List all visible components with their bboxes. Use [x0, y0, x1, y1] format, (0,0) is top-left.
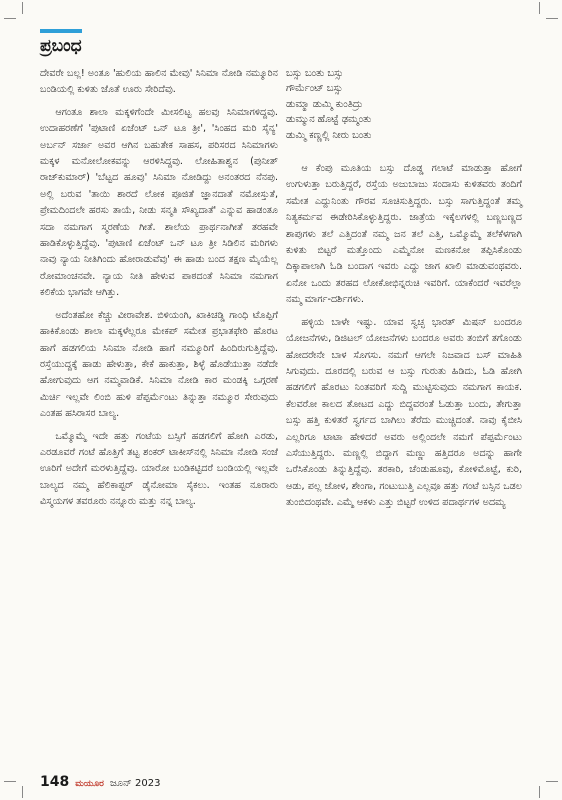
paragraph: ಆ ಕೆಂಪು ಮೂತಿಯ ಬಸ್ಸು ದೊಡ್ಡ ಗಲಾಟೆ ಮಾಡುತ್ತಾ ಹೋಗೆ ಉಗುಳುತ್ತಾ ಬರುತ್ತಿದ್ದರೆ, ರಸ್ತೆಯ ಅಜುಬಾಜು ಸಂದಾಸು ಕುಳಿತವರು ತಂದಿಗೆ ಸಮೇತ ಎದ್ದುನಿಂತು ಗೌರವ ಸೂಚಿಸುತ್ತಿದ್ದರು. ಬಸ್ಸು ಸಾಗುತ್ತಿದ್ದಂತೆ ತಮ್ಮ ನಿತ್ಯಕರ್ಮವ ಈಡೇರಿಸಿಕೊಳ್ಳುತ್ತಿದ್ದರು. ಜಾತ್ರೆಯ ಇಕ್ಕೆಲಗಳಲ್ಲಿ ಬಣ್ಣಬಣ್ಣದ ಶಾಪುಗಳು ತಲೆ ಎತ್ತಿದಂತೆ ನಮ್ಮ ಜನ ತಲೆ ಎತ್ತಿ, ಒಮ್ಮೊಮ್ಮೆ ತಲೆಕೆಳಗಾಗಿ ಕುಳಿತು ಬಿಟ್ಟರೆ ಮತ್ತೊಂದು ಎಮ್ಮೆನೋ ಮಣಕನೋ ತಪ್ಪಿಸಿಕೊಂಡು ದಿಕ್ಕಾಪಾಲಾಗಿ ಓಡಿ ಬಂದಾಗ ಇವರು ಎದ್ದು ಜಾಗ ಖಾಲಿ ಮಾಡುವಂಥವರು. ಏನೋ ಒಂದು ತರಹದ ಲೋಕೋಭಿನ್ನರುಚಿ ಇವರಿಗೆ. ಯಾಕೆಂದರೆ ಇವರೆಲ್ಲಾ ನಮ್ಮ ಮಾರ್ಗ-ದರ್ಶಿಗಳು. [286, 163, 522, 306]
page-number: 148 [40, 774, 70, 790]
poem-line: ಗೌರ್ಮೆಂಟ್ ಬಸ್ಸು [286, 83, 343, 95]
paragraph: ಅದೆಂತಹೋ ಕೆಚ್ಚು ವೀರಾವೇಶ. ಬಿಳಿಯಂಗಿ, ಖಾಕಿಚಡ್ಡಿ ಗಾಂಧಿ ಟೊಪ್ಪಿಗೆ ಹಾಕಿಕೊಂಡು ಶಾಲಾ ಮಕ್ಕಳೆಲ್ಲರೂ ಮೇಕಪ್ ಸಮೇತ ಪ್ರಭಾತಫೇರಿ ಹೊರಟ ಹಾಗೆ ಹಡಗಲಿಯ ಸಿನಿಮಾ ನೋಡಿ ಹಾಗೆ ನಮ್ಮೂರಿಗೆ ಹಿಂದಿರುಗುತ್ತಿದ್ದೆವು. ರಸ್ತೆಯುದ್ದಕ್ಕೆ ಹಾಡು ಹೇಳುತ್ತಾ, ಕೇಕೆ ಹಾಕುತ್ತಾ, ಶಿಳ್ಳೆ ಹೊಡೆಯುತ್ತಾ ನಡೆದೇ ಹೋಗುವುದು ಆಗ ನಮ್ಮವಾಡಿಕೆ. ಸಿನಿಮಾ ನೋಡಿ ಕಾರ ಮಂಡಕ್ಕಿ ಒಗ್ಗರಣೆ ಮಿರ್ಚಿ ಇಲ್ಲವೇ ಲಿಂಬಿ ಹುಳಿ ಪೆಪ್ಪರ್ಮೆಂಟು ತಿನ್ನುತ್ತಾ ನಮ್ಮೂರ ಸೇರುವುದು ಎಂತಹ ಹಸಿರಾಸರ ಬಾಲ್ಯ. [40, 309, 278, 420]
poem-line: ಬಸ್ಸು ಬಂತು ಬಸ್ಸು [286, 68, 344, 79]
section-accent-bar [40, 29, 82, 33]
right-column [286, 66, 522, 512]
crop-mark [22, 2, 23, 14]
left-column [40, 66, 278, 511]
crop-mark [4, 18, 16, 19]
crop-mark [546, 18, 558, 19]
section-title: ಪ್ರಬಂಧ [40, 36, 82, 56]
crop-mark [546, 781, 558, 782]
crop-mark [539, 786, 540, 798]
crop-mark [539, 2, 540, 14]
crop-mark [4, 781, 16, 782]
magazine-logo: ಮಯೂರ [75, 779, 104, 789]
poem [286, 66, 522, 143]
poem-line: ಡುಮ್ಮಾ ಡುಮ್ಮಿ ಕುಂತಿದ್ರು [286, 98, 363, 110]
issue-date: ಜೂನ್ 2023 [109, 778, 161, 789]
poem-line: ಡುಮ್ಮಿ ಕಣ್ಣಲ್ಲಿ ನೀರು ಬಂತು [286, 129, 372, 141]
poem-line: ಡುಮ್ಮುನ ಹೊಟ್ಟೆ ಢಮ್ಮಂತು [286, 114, 372, 126]
paragraph: ದೇವರೇ ಬಲ್ಲ! ಅಂತೂ 'ಹುಲಿಯ ಹಾಲಿನ ಮೇವು' ಸಿನಿಮಾ ನೋಡಿ ನಮ್ಮೂರಿನ ಬಂಡಿಯಲ್ಲಿ ಕುಳಿತು ಜೊತೆ ಊರು ಸೇರಿದೆವು. [40, 68, 278, 96]
page-footer [40, 774, 160, 790]
crop-mark [22, 786, 23, 798]
paragraph: ಆಗಂತೂ ಶಾಲಾ ಮಕ್ಕಳಿಗೆಂದೇ ಮೀಸಲಿಟ್ಟ ಹಲವು ಸಿನಿಮಾಗಳಿದ್ದವು. ಉದಾಹರಣೆಗೆ 'ಪುಟಾಣಿ ಏಜೆಂಟ್ ಒನ್ ಟೂ ತ್ರೀ', 'ಸಿಂಹದ ಮರಿ ಸೈನ್ಯ' ಅರ್ಬನ್ ಸರ್ಜಾ ಅವರ ಆಗಿನ ಬಹುತೇಕ ಸಾಹಸ, ಪರಿಸರದ ಸಿನಿಮಾಗಳು ಮಕ್ಕಳ ಮನೋಲೋಕವನ್ನು ಆರಳಿಸಿದ್ದವು. ಲೋಹಿತಾಶ್ವನ (ಪುನೀತ್ ರಾಜ್‌ಕುಮಾರ್) 'ಬೆಟ್ಟದ ಹೂವು' ಸಿನಿಮಾ ನೋಡಿದ್ದು ಅನಂತರದ ನೆನಪು. ಅಲ್ಲಿ ಬರುವ 'ತಾಯಿ ಶಾರದೆ ಲೋಕ ಪೂಜಿತೆ ಜ್ಞಾನದಾತೆ ನಮೋಸ್ತುತೆ, ಪ್ರೇಮದಿಂದಲೇ ಹರಸು ತಾಯೆ, ನೀಡು ಸನ್ಮತಿ ಸೌಖ್ಯದಾತೆ' ಎನ್ನುವ ಹಾಡಂತೂ ಸದಾ ನಮಗಾಗ ಸ್ಮರಣೆಯ ಗೀತೆ. ಶಾಲೆಯ ಪ್ರಾರ್ಥನಾಗೀತೆ ತರಹವೇ ಹಾಡಿಕೊಳ್ಳುತ್ತಿದ್ದೆವು. 'ಪುಟಾಣಿ ಏಜೆಂಟ್ ಒನ್ ಟೂ ತ್ರೀ ಸಿಡಿಲಿನ ಮರಿಗಳು ನಾವು ನ್ಯಾಯ ನೀತಿಗಿಂದು ಹೋರಾಡುವೆವು' ಈ ಹಾಡು ಬಂದ ತಕ್ಷಣ ಮೈಯೆಲ್ಲ ರೋಮಾಂಚನವೇ. ನ್ಯಾಯ ನೀತಿ ಹೇಳುವ ಪಾಠದಂತೆ ಸಿನಿಮಾ ನಮಗಾಗ ಕಲಿಕೆಯ ಭಾಗವೇ ಆಗಿತ್ತು. [40, 106, 278, 299]
paragraph: ಒಮ್ಮೊಮ್ಮೆ ಇದೇ ಹತ್ತು ಗಂಟೆಯ ಬಸ್ಸಿಗೆ ಹಡಗಲಿಗೆ ಹೋಗಿ ಎರಡು, ಎರಡೂವರೆ ಗಂಟೆ ಹೊತ್ತಿಗೆ ತಟ್ಟ ಶಂಕರ್ ಟಾಕೀಸ್‌ನಲ್ಲಿ ಸಿನಿಮಾ ನೋಡಿ ಸಂಜೆ ಊರಿಗೆ ಅದೇಗೆ ಮರಳುತ್ತಿದ್ದೆವು. ಯಾರೋ ಬಂಡಿಕಟ್ಟಿದರೆ ಬಂಡಿಯಲ್ಲಿ ಇಲ್ಲವೇ ಬಾಲ್ಯದ ನಮ್ಮ ಹೆಲಿಕಾಪ್ಟರ್ ಡೈನೋಮಾ ಸೈಕಲು. ಇಂತಹ ನೂರಾರು ವಿಸ್ಮಯಗಳ ತವರೂರು ನನ್ನೂರು ಮತ್ತು ನನ್ನ ಬಾಲ್ಯ. [40, 430, 278, 508]
paragraph: ಹಳ್ಳಿಯ ಬಾಳೇ ಇಷ್ಟು. ಯಾವ ಸ್ವಚ್ಛ ಭಾರತ್ ಮಿಷನ್ ಬಂದರೂ ಯೋಜನೆಗಳು, ಡಿಜಿಟಲ್ ಯೋಜನೆಗಳು ಬಂದರೂ ಅವರು ತಂಬಿಗೆ ತಗೊಂಡು ಹೋದರೇನೇ ಬಾಳ ಸೊಗಸು. ನಮಗೆ ಆಗಲೇ ನಿಜವಾದ ಬಸ್ ಮಾಹಿತಿ ಸಿಗುವುದು. ದೂರದಲ್ಲಿ ಬರುವ ಆ ಬಸ್ಸು ಗುರುತು ಹಿಡಿದು, ಓಡಿ ಹೋಗಿ ಹಡಗಲಿಗೆ ಹೊರಟು ನಿಂತವರಿಗೆ ಸುದ್ದಿ ಮುಟ್ಟಿಸುವುದು ನಮಗಾಗ ಕಾಯಕ. ಕೆಲವರೋ ಕಾಲದ ತೋಟದ ಎದ್ದು ಬಿದ್ದವರಂತೆ ಓಡುತ್ತಾ ಬಂದು, ತೇಗುತ್ತಾ ಬಸ್ಸು ಹತ್ತಿ ಕುಳಿತರೆ ಸ್ವರ್ಗದ ಬಾಗಿಲು ತೆರೆದು ಮುಚ್ಚಿದಂತೆ. ನಾವು ಕೈಬೀಸಿ ಎಲ್ಲರಿಗೂ ಟಾಟಾ ಹೇಳಿದರೆ ಅವರು ಅಲ್ಲಿಂದಲೇ ನಮಗೆ ಪೆಪ್ಪರ್ಮೆಂಟು ಎಸೆಯುತ್ತಿದ್ದರು. ಮಣ್ಣಲ್ಲಿ ಬಿದ್ದಾಗ ಮಣ್ಣು ಹತ್ತಿದರೂ ಅದನ್ನು ಹಾಗೇ ಒರೆಸಿಕೊಂಡು ತಿನ್ನುತ್ತಿದ್ದೆವು. ತರಕಾರಿ, ಚೆಂಡುಹೂವು, ಕೋಳಿಮೊಟ್ಟೆ, ಕುರಿ, ಆಡು, ಪಲ್ಲ ಜೋಳ, ಶೇಂಗಾ, ಗಂಟುಬುತ್ತಿ ಎಲ್ಲವೂ ಹತ್ತು ಗಂಟೆ ಬಸ್ಸಿನ ಒಡಲ ತುಂಬಿದಂಥವೇ. ಎಮ್ಮೆ ಆಕಳು ಎತ್ತು ಬಿಟ್ಟರೆ ಉಳಿದ ಪದಾರ್ಥಗಳ ಅದಮ್ಯ [286, 316, 522, 509]
